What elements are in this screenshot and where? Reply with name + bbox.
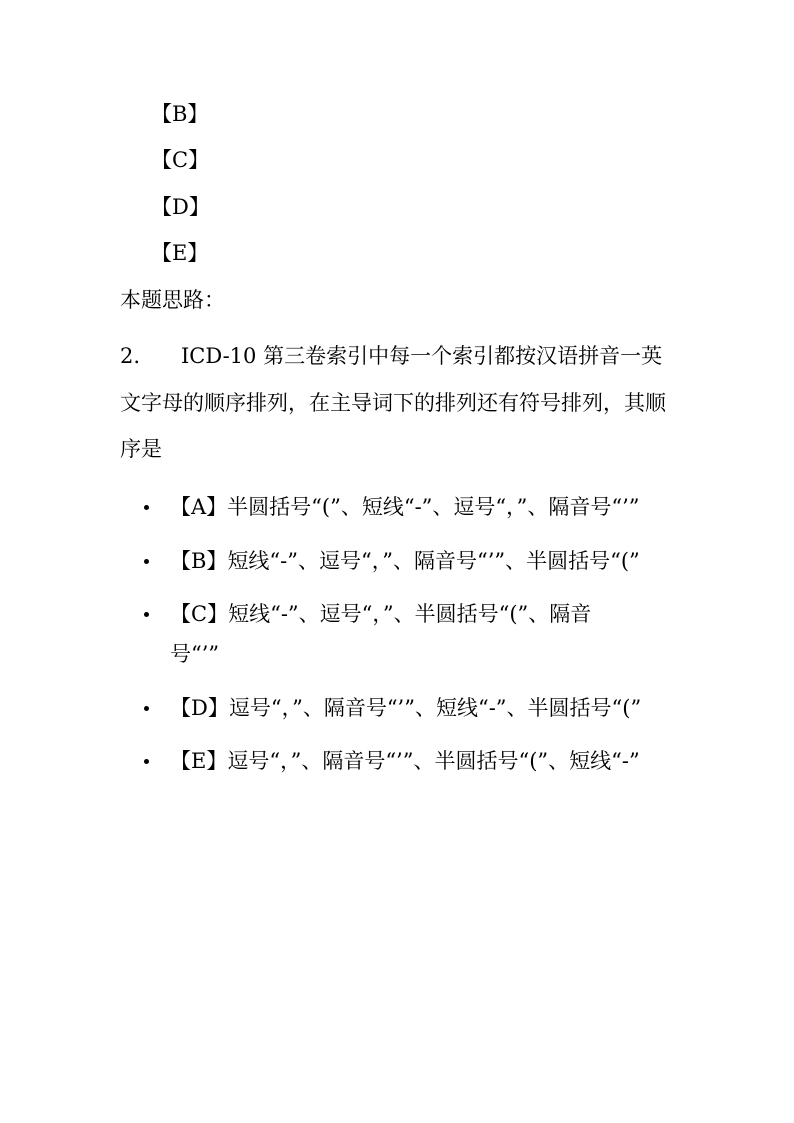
bullet-icon bbox=[144, 505, 149, 510]
previous-option-e: 【E】 bbox=[151, 241, 209, 265]
option-label: 【B】 bbox=[170, 548, 228, 573]
previous-option-d: 【D】 bbox=[151, 195, 210, 219]
bullet-icon bbox=[144, 706, 149, 711]
option-text: 短线“-”、逗号“，”、隔音号“’”、半圆括号“(” bbox=[227, 548, 640, 573]
question-stem bbox=[120, 333, 680, 473]
answer-option-c[interactable] bbox=[140, 594, 640, 674]
analysis-label: 本题思路： bbox=[120, 288, 225, 312]
option-label: 【E】 bbox=[170, 749, 228, 773]
option-text: 短线“-”、逗号“，”、半圆括号“(”、隔音号“’” bbox=[170, 602, 592, 666]
option-label: 【D】 bbox=[170, 695, 229, 720]
question-number: 2. bbox=[120, 344, 141, 368]
option-text: 逗号“，”、隔音号“’”、短线“-”、半圆括号“(” bbox=[228, 695, 642, 720]
answer-option-a[interactable] bbox=[140, 487, 640, 527]
option-text: 半圆括号“(”、短线“-”、逗号“，”、隔音号“’” bbox=[227, 495, 640, 519]
question-text: ICD-10 第三卷索引中每一个索引都按汉语拼音一英文字母的顺序排列，在主导词下的排列还有符号排列，其顺序是 bbox=[120, 344, 666, 461]
answer-options-list bbox=[140, 487, 680, 795]
previous-option-c: 【C】 bbox=[151, 148, 210, 172]
previous-option-b: 【B】 bbox=[151, 102, 209, 126]
answer-option-b[interactable] bbox=[140, 541, 680, 581]
answer-option-e[interactable] bbox=[140, 741, 640, 781]
option-text: 逗号“，”、隔音号“’”、半圆括号“(”、短线“-” bbox=[227, 749, 640, 773]
bullet-icon bbox=[144, 759, 149, 764]
bullet-icon bbox=[144, 559, 149, 564]
option-label: 【A】 bbox=[170, 495, 228, 519]
answer-option-d[interactable] bbox=[140, 688, 680, 728]
option-label: 【C】 bbox=[170, 602, 229, 626]
bullet-icon bbox=[144, 612, 149, 617]
